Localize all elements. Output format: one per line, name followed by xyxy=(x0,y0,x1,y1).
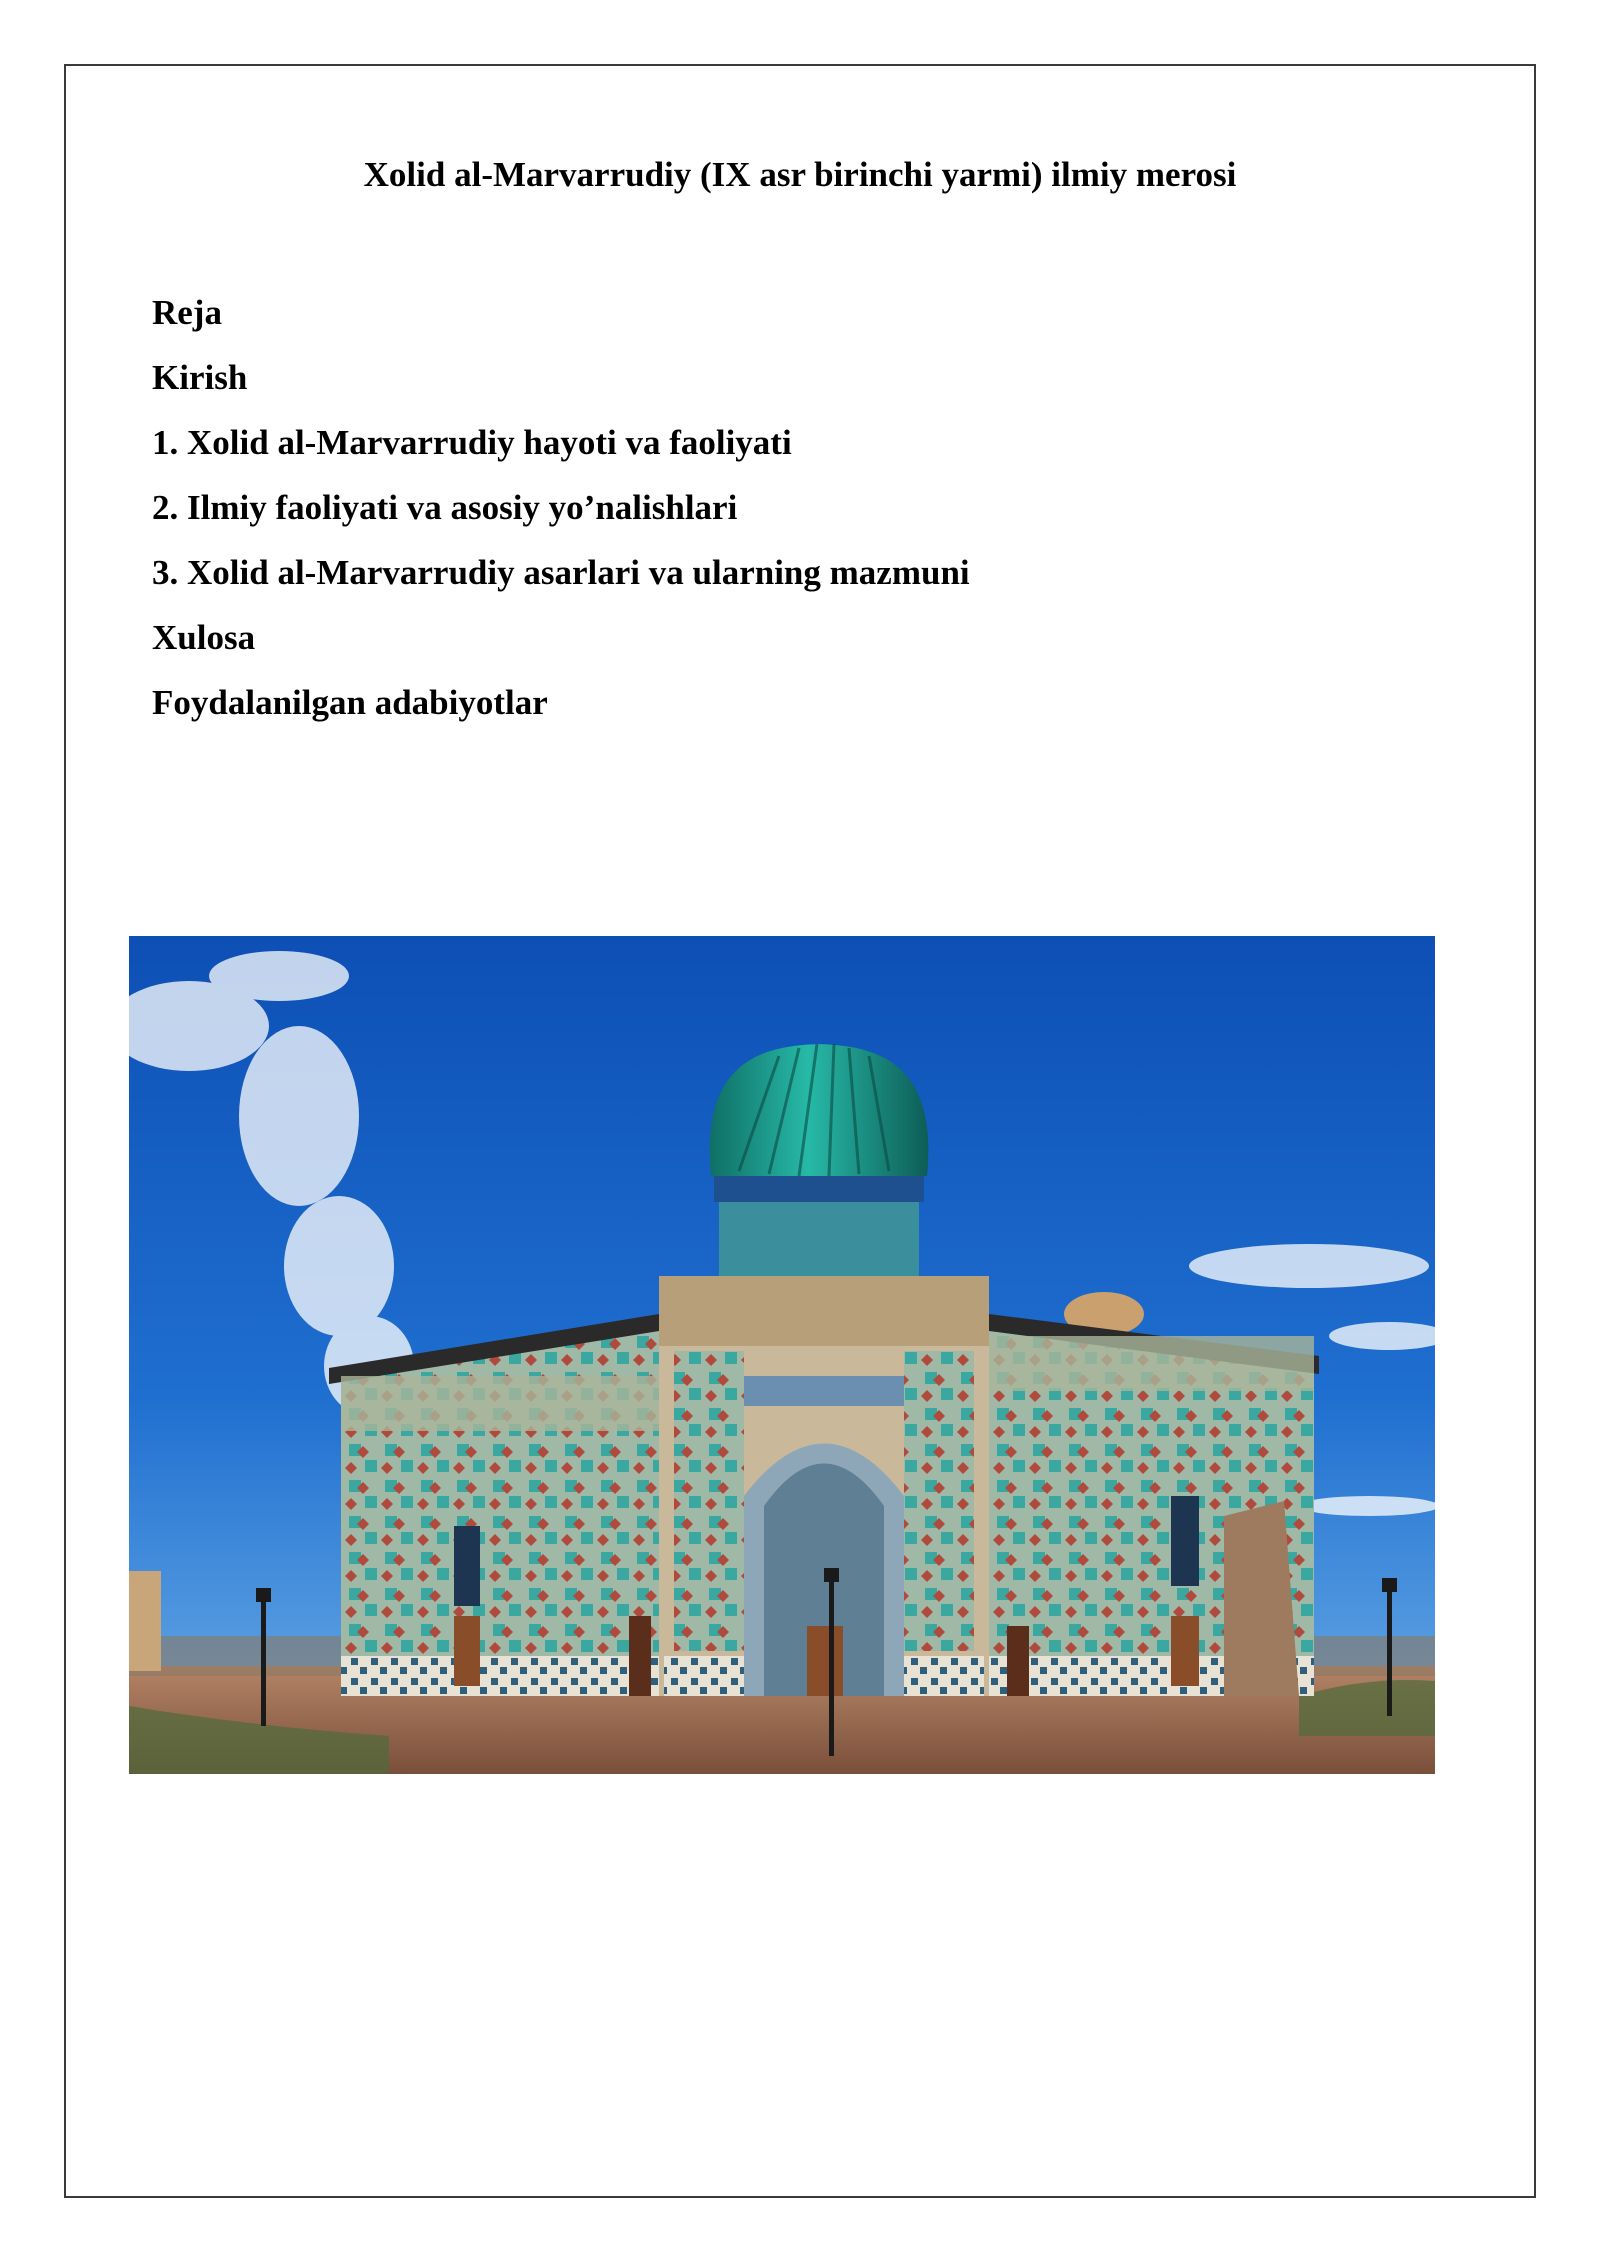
plan-heading: Reja xyxy=(152,293,222,332)
plan-item-conclusion: Xulosa xyxy=(152,618,256,657)
mausoleum-photo xyxy=(129,936,1435,1774)
plan-item-intro: Kirish xyxy=(152,358,248,397)
plan-item-3: 3. Xolid al-Marvarrudiy asarlari va ularning mazmuni xyxy=(152,553,970,592)
plan-item-references: Foydalanilgan adabiyotlar xyxy=(152,683,548,722)
document-title: Xolid al-Marvarrudiy (IX asr birinchi yarmi) ilmiy merosi xyxy=(363,155,1237,194)
plan-item-1: 1. Xolid al-Marvarrudiy hayoti va faoliyati xyxy=(152,423,792,462)
plan-list xyxy=(152,280,970,735)
plan-item-2: 2. Ilmiy faoliyati va asosiy yo’nalishlari xyxy=(152,488,738,527)
